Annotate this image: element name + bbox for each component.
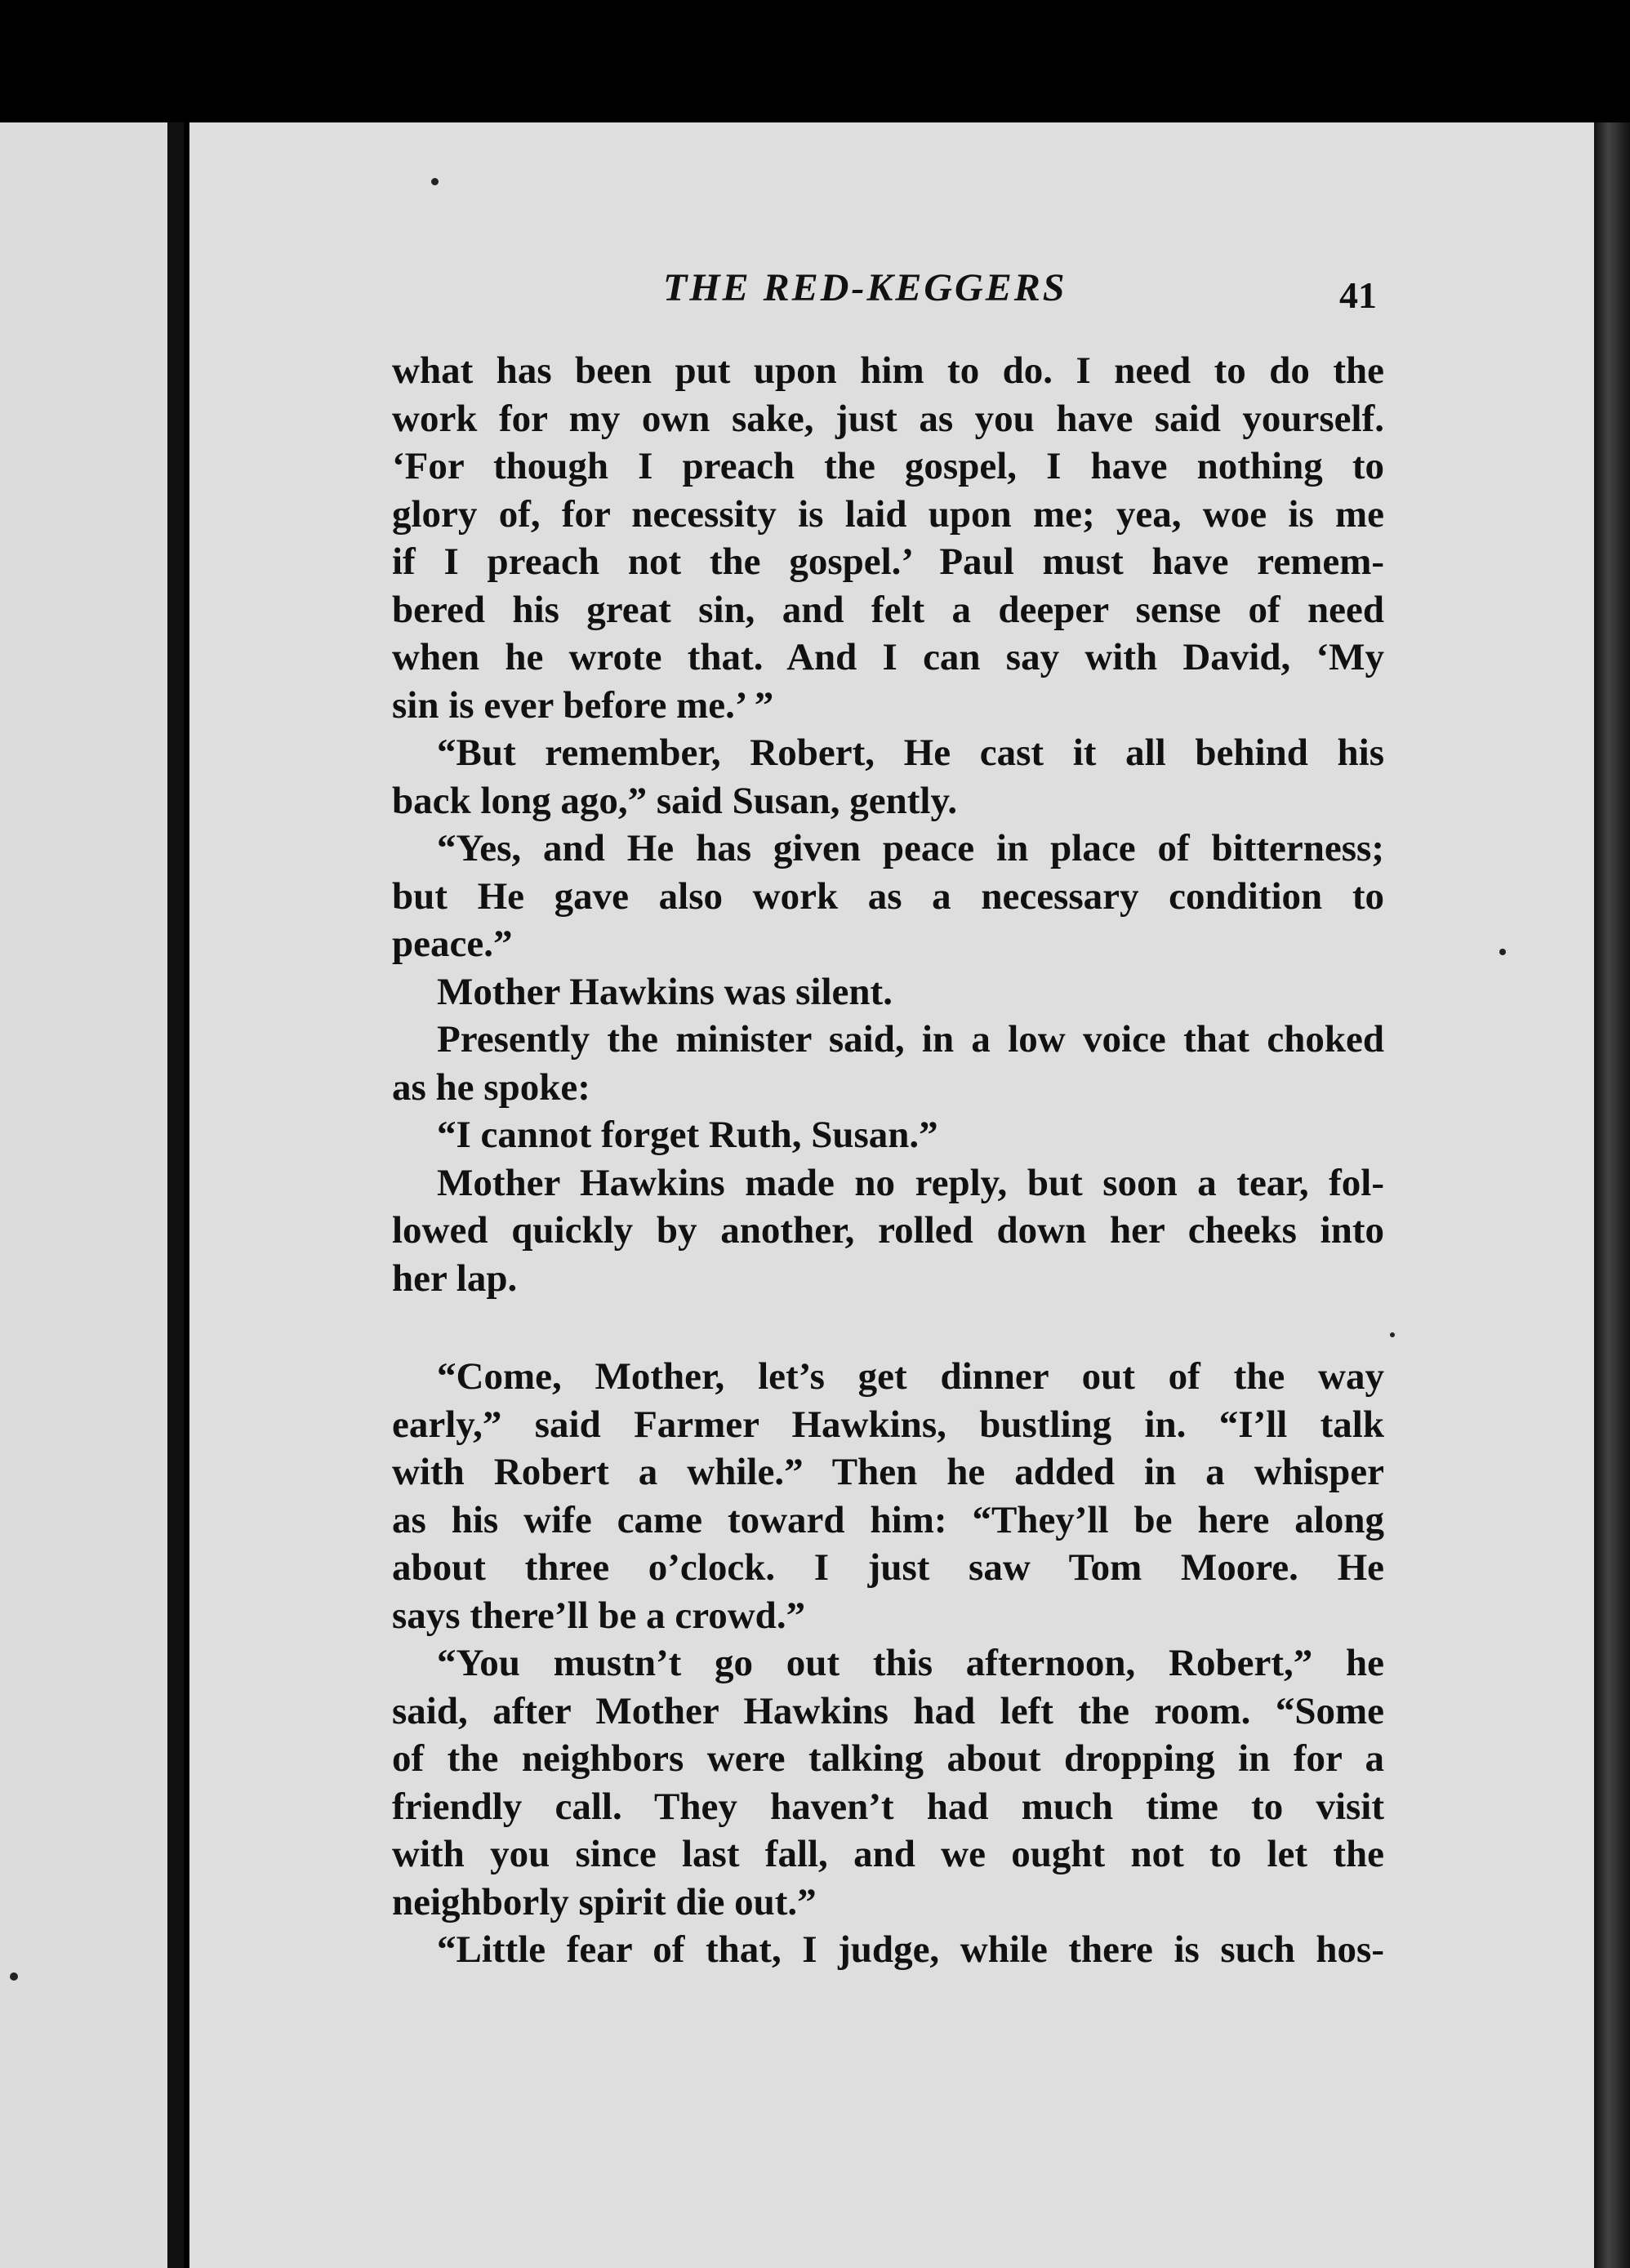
page-header — [0, 265, 1630, 331]
text-line: “Yes, and He has given peace in place of bitterness; — [437, 827, 1384, 869]
text-line: says there’ll be a crowd.” — [392, 1594, 806, 1637]
text-line: as he spoke: — [392, 1065, 590, 1109]
text-line: glory of, for necessity is laid upon me; yea, woe is me — [392, 492, 1384, 536]
running-title: THE RED-KEGGERS — [663, 266, 1067, 309]
text-line: bered his great sin, and felt a deeper sense of need — [392, 588, 1384, 631]
text-line: “I cannot forget Ruth, Susan.” — [437, 1114, 938, 1156]
speck-mark — [1390, 1332, 1395, 1337]
text-line: what has been put upon him to do. I need to do the — [392, 349, 1384, 392]
previous-page-edge — [0, 122, 176, 2268]
text-line: said, after Mother Hawkins had left the room. “Some — [392, 1689, 1384, 1732]
text-line: back long ago,” said Susan, gently. — [392, 779, 958, 822]
text-line: “Come, Mother, let’s get dinner out of the way — [437, 1355, 1384, 1398]
text-line: if I preach not the gospel.’ Paul must have remem- — [392, 540, 1384, 583]
page-number: 41 — [1339, 274, 1377, 316]
text-line: when he wrote that. And I can say with David, ‘My — [392, 636, 1384, 678]
body-text — [392, 347, 1384, 1974]
text-line: sin is ever before me.’ ” — [392, 683, 774, 727]
text-line: but He gave also work as a necessary condition to — [392, 874, 1384, 918]
text-line: about three o’clock. I just saw Tom Moore. He — [392, 1546, 1384, 1589]
text-line: “You mustn’t go out this afternoon, Robert,” he — [437, 1642, 1384, 1684]
text-line: friendly call. They haven’t had much time to visit — [392, 1785, 1384, 1828]
text-line: ‘For though I preach the gospel, I have nothing to — [392, 445, 1384, 487]
text-line: Mother Hawkins was silent. — [437, 970, 893, 1013]
gutter-shadow — [167, 122, 184, 2268]
text-line: “Little fear of that, I judge, while there is such hos- — [437, 1928, 1384, 1971]
section-break — [392, 1302, 1384, 1353]
text-line: early,” said Farmer Hawkins, bustling in. “I’ll talk — [392, 1403, 1384, 1446]
speck-mark — [10, 1972, 18, 1981]
text-line: her lap. — [392, 1256, 518, 1300]
text-line: as his wife came toward him: “They’ll be here along — [392, 1498, 1384, 1541]
page-stack-edge — [1594, 122, 1630, 2268]
speck-mark — [1499, 949, 1506, 955]
text-line: of the neighbors were talking about dropping in for a — [392, 1737, 1384, 1780]
text-line: neighborly spirit die out.” — [392, 1880, 817, 1923]
text-line: Presently the minister said, in a low voice that choked — [437, 1018, 1384, 1061]
text-line: “But remember, Robert, He cast it all behind his — [437, 732, 1384, 774]
speck-mark — [431, 178, 439, 185]
text-line: with you since last fall, and we ought not to let the — [392, 1833, 1384, 1875]
text-line: with Robert a while.” Then he added in a whisper — [392, 1451, 1384, 1493]
text-line: lowed quickly by another, rolled down her cheeks into — [392, 1209, 1384, 1252]
text-line: Mother Hawkins made no reply, but soon a tear, fol- — [437, 1161, 1384, 1204]
text-line: peace.” — [392, 923, 513, 965]
text-line: work for my own sake, just as you have said yourself. — [392, 397, 1384, 440]
